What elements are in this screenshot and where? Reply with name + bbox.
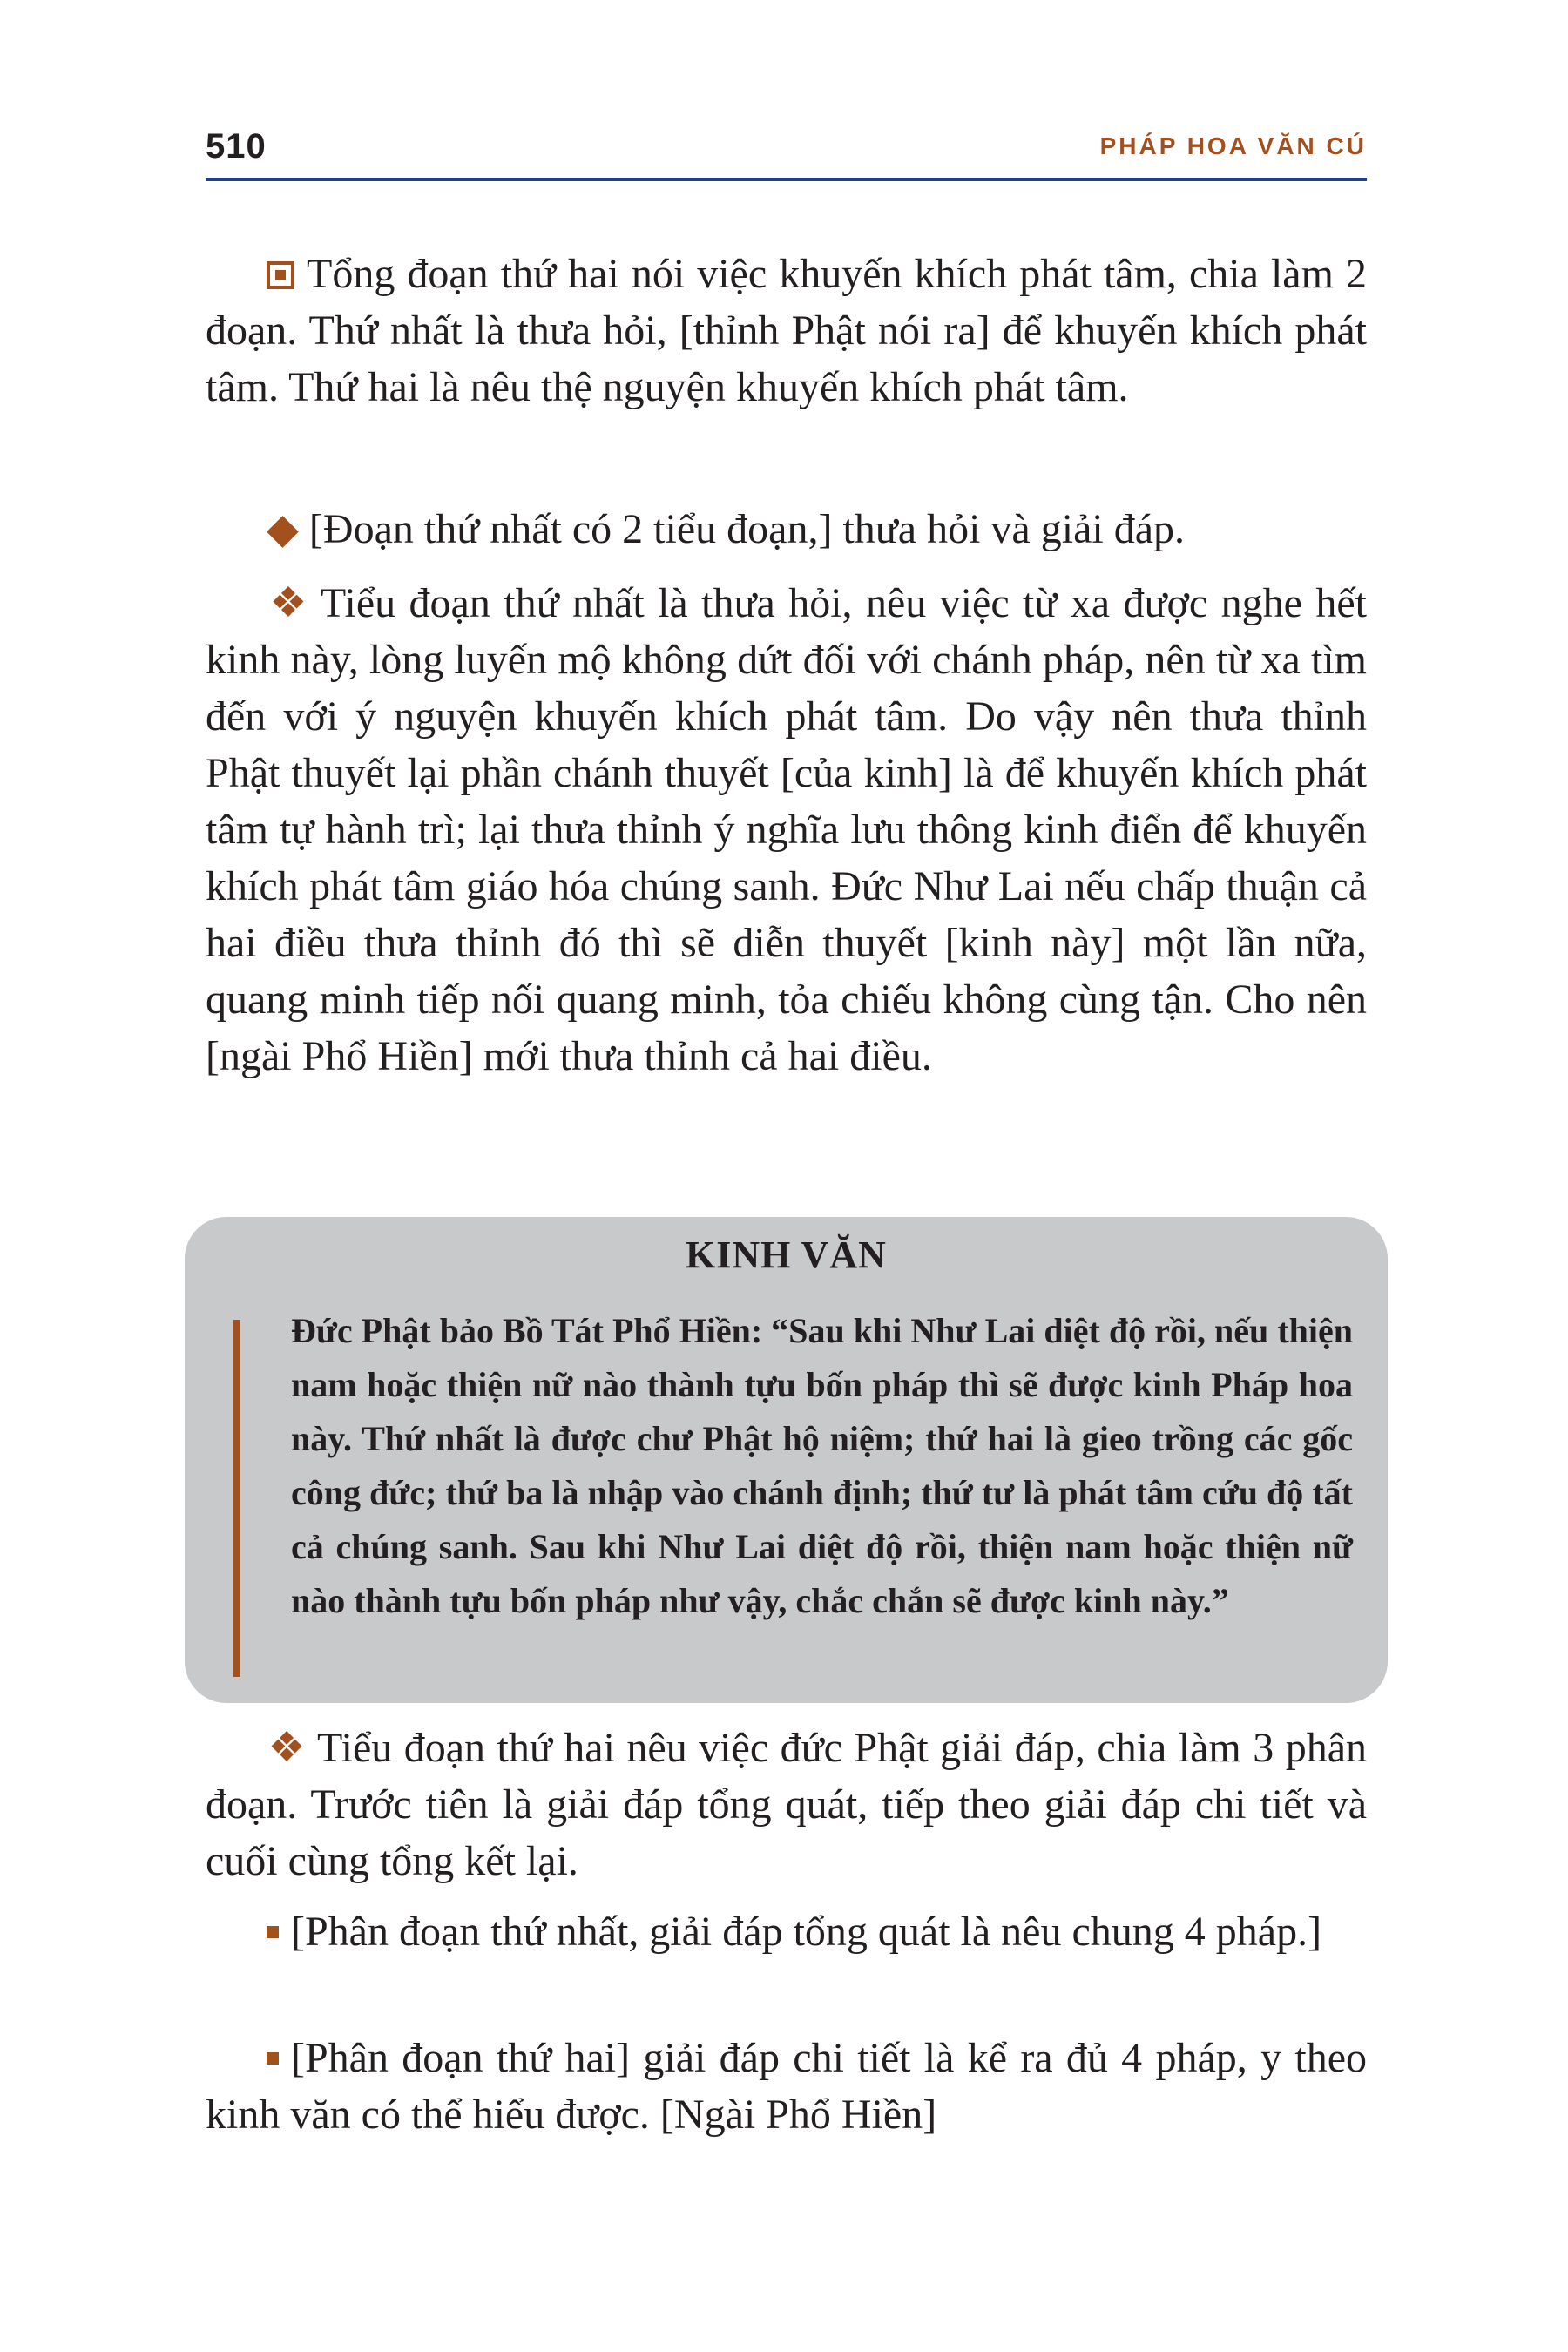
paragraph-3 <box>206 575 1367 1085</box>
diamond-bullet-icon: ◆ <box>267 506 299 552</box>
paragraph-4 <box>206 1720 1367 1889</box>
square-box-bullet-icon <box>267 261 294 289</box>
sutra-box <box>185 1217 1388 1703</box>
paragraph-2 <box>206 501 1367 558</box>
sutra-text: Đức Phật bảo Bồ Tát Phổ Hiền: “Sau khi Như Lai diệt độ rồi, nếu thiện nam hoặc thiện nữ nào thành tựu bốn pháp thì sẽ được kinh Pháp hoa này. Thứ nhất là được chư Phật hộ niệm; thứ hai là gieo trồng các gốc công đức; thứ ba là nhập vào chánh định; thứ tư là phát tâm cứu độ tất cả chúng sanh. Sau khi Như Lai diệt độ rồi, thiện nam hoặc thiện nữ nào thành tựu bốn pháp như vậy, chắc chắn sẽ được kinh này.” <box>291 1311 1353 1620</box>
book-title: PHÁP HOA VĂN CÚ <box>1099 132 1367 159</box>
page-number: 510 <box>206 127 267 166</box>
paragraph-5-text: [Phân đoạn thứ nhất, giải đáp tổng quát là nêu chung 4 pháp.] <box>291 1909 1322 1955</box>
square-bullet-icon <box>267 1926 279 1938</box>
sutra-accent-bar <box>233 1320 240 1677</box>
square-bullet-icon <box>267 2052 279 2065</box>
paragraph-6-text: [Phân đoạn thứ hai] giải đáp chi tiết là kể ra đủ 4 pháp, y theo kinh văn có thể hiểu được. [Ngài Phổ Hiền] <box>206 2035 1367 2138</box>
paragraph-4-text: Tiểu đoạn thứ hai nêu việc đức Phật giải đáp, chia làm 3 phân đoạn. Trước tiên là giải đáp tổng quát, tiếp theo giải đáp chi tiết và cuối cùng tổng kết lại. <box>206 1725 1368 1884</box>
paragraph-1-text: Tổng đoạn thứ hai nói việc khuyến khích phát tâm, chia làm 2 đoạn. Thứ nhất là thưa hỏi, [thỉnh Phật nói ra] để khuyến khích phát tâm. Thứ hai là nêu thệ nguyện khuyến khích phát tâm. <box>206 251 1367 410</box>
paragraph-3-text: Tiểu đoạn thứ nhất là thưa hỏi, nêu việc từ xa được nghe hết kinh này, lòng luyến mộ không dứt đối với chánh pháp, nên từ xa tìm đến với ý nguyện khuyến khích phát tâm. Do vậy nên thưa thỉnh Phật thuyết lại phần chánh thuyết [của kinh] là để khuyến khích phát tâm tự hành trì; lại thưa thỉnh ý nghĩa lưu thông kinh điển để khuyến khích phát tâm giáo hóa chúng sanh. Đức Như Lai nếu chấp thuận cả hai điều thưa thỉnh đó thì sẽ diễn thuyết [kinh này] một lần nữa, quang minh tiếp nối quang minh, tỏa chiếu không cùng tận. Cho nên [ngài Phổ Hiền] mới thưa thỉnh cả hai điều. <box>206 580 1367 1079</box>
paragraph-6 <box>206 2030 1367 2143</box>
paragraph-2-text: [Đoạn thứ nhất có 2 tiểu đoạn,] thưa hỏi và giải đáp. <box>308 506 1186 552</box>
four-petal-bullet-icon: ❖ <box>267 580 310 626</box>
paragraph-1 <box>206 246 1367 416</box>
paragraph-5 <box>206 1903 1367 1960</box>
four-petal-bullet-icon: ❖ <box>267 1725 307 1771</box>
sutra-heading: KINH VĂN <box>686 1233 887 1276</box>
page-header <box>206 122 1367 181</box>
